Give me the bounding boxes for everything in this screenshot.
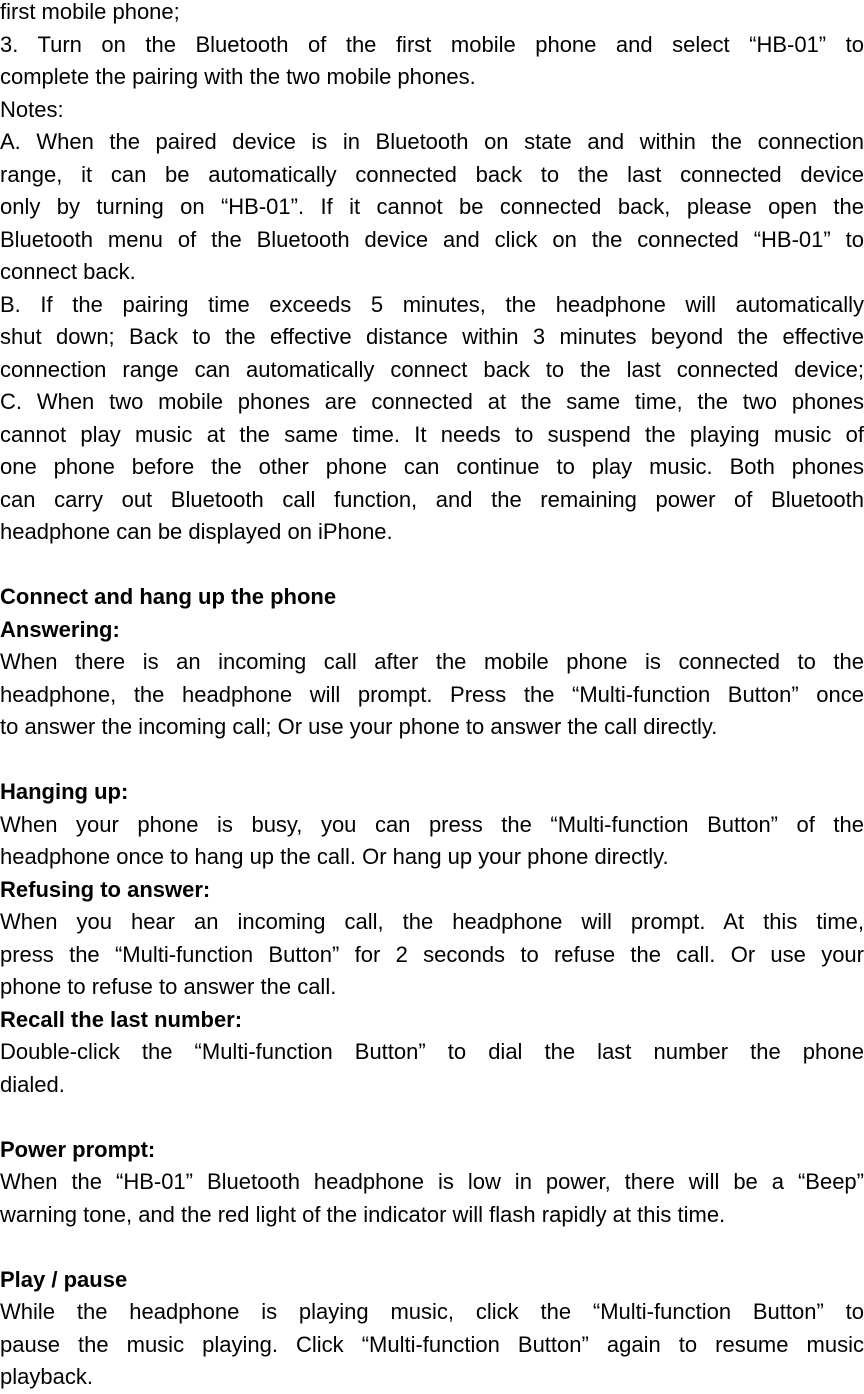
text-line: While the headphone is playing music, click the “Multi-function Button” to (0, 1299, 864, 1324)
text-line: to answer the incoming call; Or use your phone to answer the call directly. (0, 714, 718, 739)
text-line: cannot play music at the same time. It needs to suspend the playing music of (0, 421, 864, 447)
blank-line (0, 1101, 864, 1134)
text-line: When there is an incoming call after the mobile phone is connected to the (0, 649, 864, 674)
text-line: shut down; Back to the effective distance within 3 minutes beyond the effective (0, 324, 864, 349)
section-heading: Connect and hang up the phone (0, 584, 337, 609)
notes-label: Notes: (0, 96, 64, 122)
text-line: range, it can be automatically connected back to the last connected device (0, 161, 864, 187)
text-line: C. When two mobile phones are connected at the same time, the two phones (0, 389, 864, 414)
text-line: connection range can automatically connect back to the last connected device; (0, 356, 864, 382)
text-line: When your phone is busy, you can press the “Multi-function Button” of the (0, 811, 864, 837)
text-line: first mobile phone; (0, 0, 180, 24)
subsection-heading: Refusing to answer: (0, 876, 211, 902)
subsection-heading: Recall the last number: (0, 1006, 243, 1032)
text-line: can carry out Bluetooth call function, and the remaining power of Bluetooth (0, 486, 864, 512)
text-line: playback. (0, 1364, 93, 1389)
text-line: B. If the pairing time exceeds 5 minutes, the headphone will automatically (0, 291, 864, 317)
text-line: pause the music playing. Click “Multi-function Button” again to resume music (0, 1331, 864, 1357)
text-line: Bluetooth menu of the Bluetooth device and click on the connected “HB-01” to (0, 226, 864, 252)
text-line: press the “Multi-function Button” for 2 seconds to refuse the call. Or use your (0, 941, 864, 967)
text-line: connect back. (0, 259, 136, 284)
text-line: complete the pairing with the two mobile phones. (0, 64, 476, 89)
text-line: dialed. (0, 1071, 65, 1097)
text-line: only by turning on “HB-01”. If it cannot be connected back, please open the (0, 194, 864, 219)
blank-line (0, 1231, 864, 1264)
subsection-heading: Hanging up: (0, 779, 129, 804)
subsection-heading: Play / pause (0, 1266, 128, 1292)
text-line: headphone, the headphone will prompt. Press the “Multi-function Button” once (0, 681, 864, 707)
subsection-heading: Answering: (0, 616, 120, 642)
blank-line (0, 744, 864, 777)
subsection-heading: Power prompt: (0, 1136, 156, 1162)
text-line: warning tone, and the red light of the indicator will flash rapidly at this time. (0, 1201, 726, 1227)
text-line: Double-click the “Multi-function Button” to dial the last number the phone (0, 1039, 864, 1064)
text-line: one phone before the other phone can continue to play music. Both phones (0, 454, 864, 479)
blank-line (0, 549, 864, 582)
text-line: phone to refuse to answer the call. (0, 974, 337, 999)
text-line: headphone can be displayed on iPhone. (0, 519, 393, 544)
text-line: A. When the paired device is in Bluetooth on state and within the connection (0, 129, 864, 154)
text-line: When you hear an incoming call, the headphone will prompt. At this time, (0, 909, 864, 934)
text-line: When the “HB-01” Bluetooth headphone is low in power, there will be a “Beep” (0, 1169, 864, 1194)
text-line: 3. Turn on the Bluetooth of the first mobile phone and select “HB-01” to (0, 31, 864, 57)
text-line: headphone once to hang up the call. Or hang up your phone directly. (0, 844, 669, 869)
